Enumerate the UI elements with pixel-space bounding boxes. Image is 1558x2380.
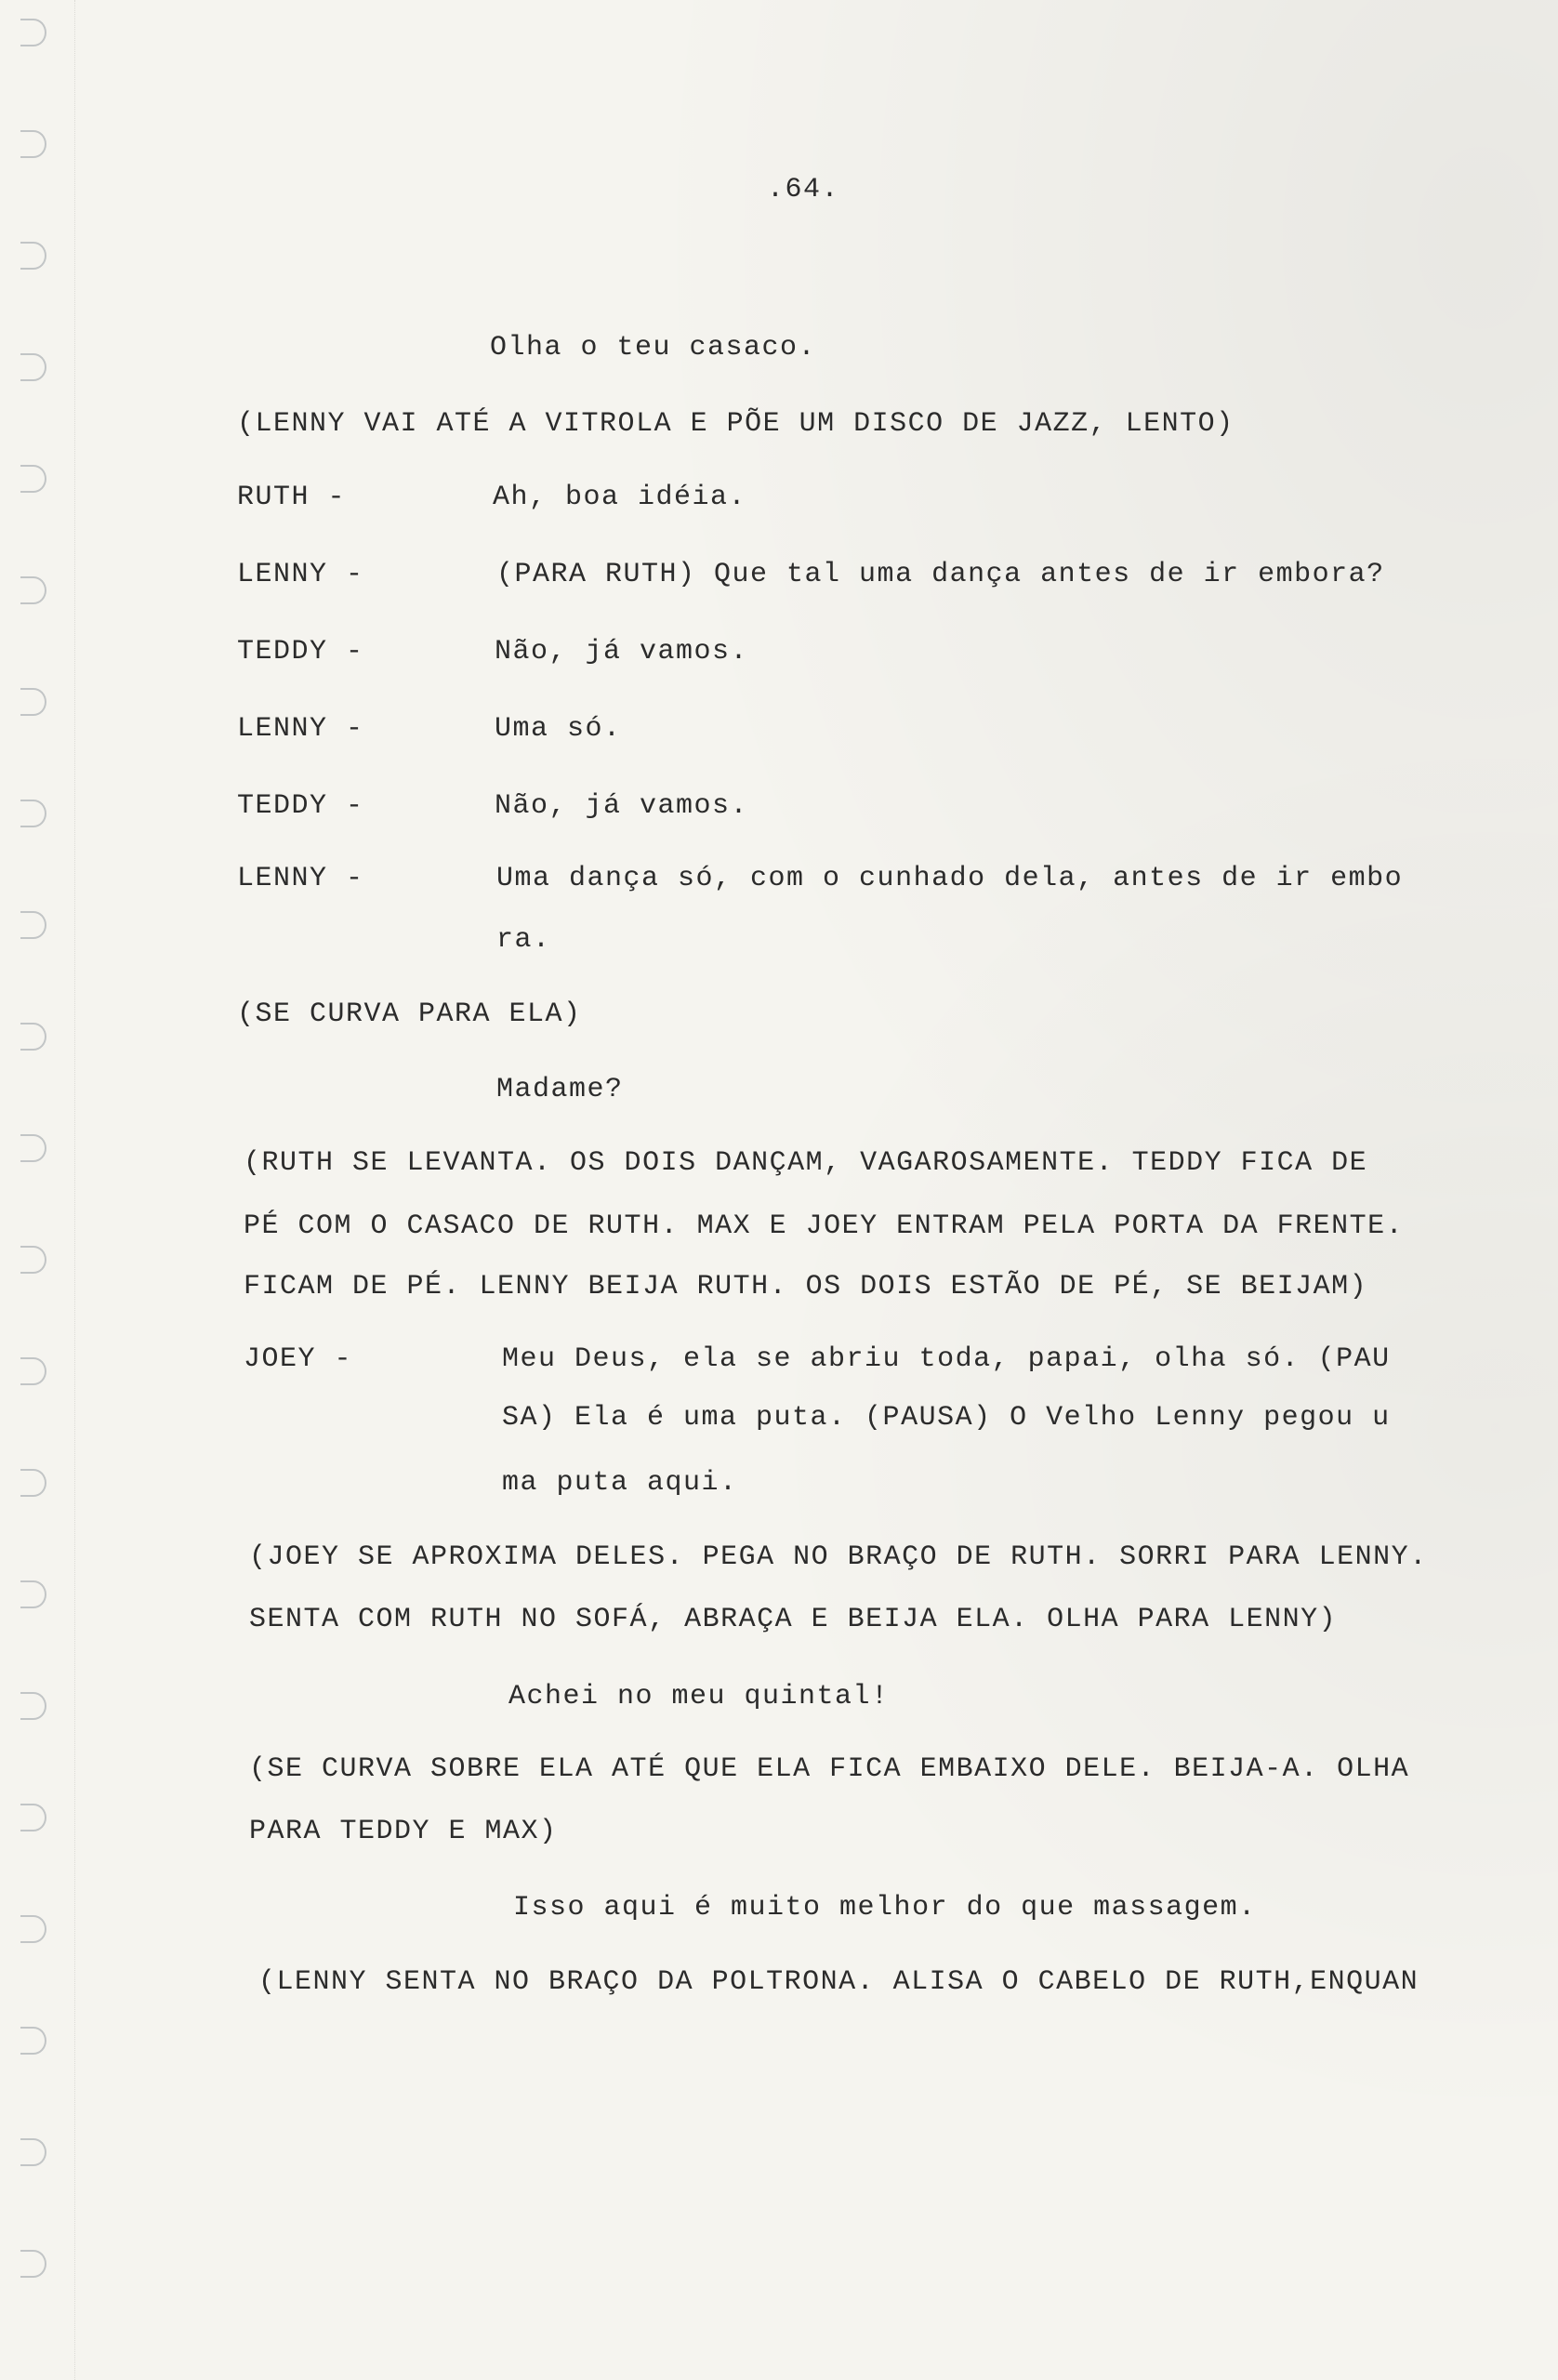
stage-direction: (JOEY SE APROXIMA DELES. PEGA NO BRAÇO DE RUTH. SORRI PARA LENNY. [249,1541,1428,1573]
dialog-line: Não, já vamos. [495,790,749,822]
stage-direction: (LENNY SENTA NO BRAÇO DA POLTRONA. ALISA O CABELO DE RUTH,ENQUAN [258,1966,1419,1998]
stage-direction: (SE CURVA PARA ELA) [237,998,582,1030]
speaker-name: LENNY - [237,559,364,590]
stage-direction: PÉ COM O CASACO DE RUTH. MAX E JOEY ENTRAM PELA PORTA DA FRENTE. [244,1210,1405,1242]
stage-direction: (RUTH SE LEVANTA. OS DOIS DANÇAM, VAGAROSAMENTE. TEDDY FICA DE [244,1147,1368,1179]
speaker-name: LENNY - [237,713,364,745]
dialog-continuation: ra. [496,924,551,956]
page-number: .64. [767,174,840,205]
dialog-line: Ah, boa idéia. [493,482,747,513]
stage-direction: SENTA COM RUTH NO SOFÁ, ABRAÇA E BEIJA ELA. OLHA PARA LENNY) [249,1604,1338,1635]
dialog-line: Uma só. [495,713,622,745]
dialog-line: Isso aqui é muito melhor do que massagem. [513,1892,1257,1924]
binding-edge [0,0,75,2380]
dialog-line: Olha o teu casaco. [490,332,817,364]
speaker-name: TEDDY - [237,636,364,668]
stage-direction: FICAM DE PÉ. LENNY BEIJA RUTH. OS DOIS ESTÃO DE PÉ, SE BEIJAM) [244,1271,1368,1302]
speaker-name: LENNY - [237,863,364,894]
speaker-name: RUTH - [237,482,347,513]
stage-direction: (LENNY VAI ATÉ A VITROLA E PÕE UM DISCO DE JAZZ, LENTO) [237,408,1235,440]
speaker-name: TEDDY - [237,790,364,822]
dialog-line: Achei no meu quintal! [508,1681,890,1712]
dialog-line: Uma dança só, com o cunhado dela, antes de ir embo [496,863,1404,894]
dialog-line: Meu Deus, ela se abriu toda, papai, olha só. (PAU [502,1343,1391,1375]
stage-direction: PARA TEDDY E MAX) [249,1816,558,1847]
dialog-continuation: SA) Ela é uma puta. (PAUSA) O Velho Lenny pegou u [502,1402,1391,1434]
dialog-line: (PARA RUTH) Que tal uma dança antes de ir embora? [496,559,1385,590]
dialog-line: Não, já vamos. [495,636,749,668]
stage-direction: (SE CURVA SOBRE ELA ATÉ QUE ELA FICA EMBAIXO DELE. BEIJA-A. OLHA [249,1753,1410,1785]
dialog-line: Madame? [496,1074,624,1105]
speaker-name: JOEY - [244,1343,353,1375]
dialog-continuation: ma puta aqui. [502,1467,738,1499]
